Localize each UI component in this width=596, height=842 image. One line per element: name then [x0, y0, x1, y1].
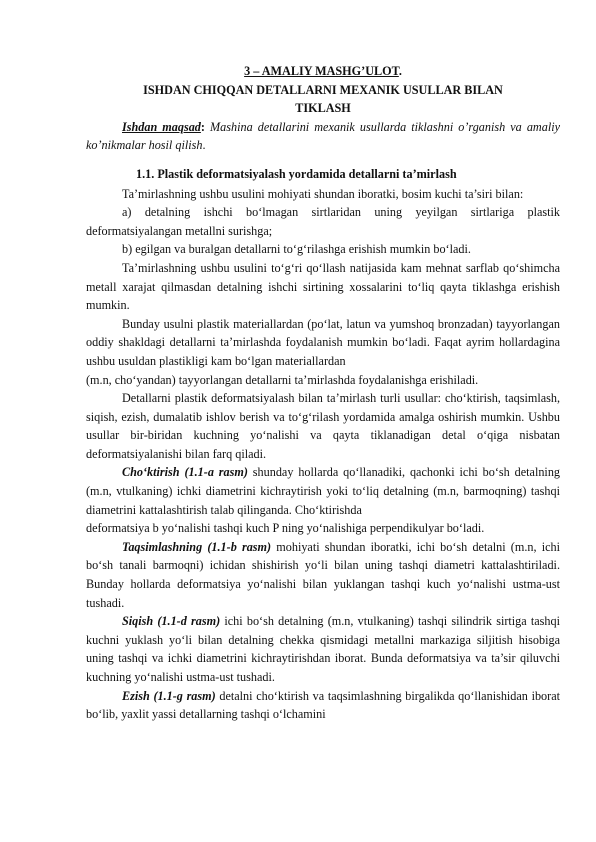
lab-title-line — [86, 62, 560, 81]
document-page — [86, 62, 560, 724]
paragraph-8 — [86, 538, 560, 612]
paragraph-1: Ta’mirlashning ushbu usulini mohiyati shundan iboratki, bosim kuchi ta’siri bilan: — [122, 186, 524, 201]
paragraph-9 — [86, 612, 560, 686]
paragraph-10-text: detalni cho‘ktirish va taqsimlashning birgalikda qo‘llanishidan iborat bo‘lib, yaxlit yassi detallarning tashqi o‘lchamini — [86, 688, 560, 722]
term-ezish: Ezish (1.1-g rasm) — [122, 688, 216, 703]
lab-title-period: . — [398, 64, 402, 78]
paragraph-6: Detallarni plastik deformatsiyalash bilan ta’mirlash turli usullar: cho‘ktirish, taqsimlash, siqish, ezish, dumalatib ishlov berish va to‘g‘rilash yordamida amalga oshirish mumkin. Ushbu usullar bir-biridan kuchning yo‘nalishi va qayta tiklanadigan detal o‘qiga nisbatan deformatsiyalanishi bilan farq qiladi. — [86, 391, 560, 461]
paragraph-7 — [86, 463, 560, 519]
paragraph-5b: (m.n, cho‘yandan) tayyorlangan detallarni ta’mirlashda foydalanishga erishiladi. — [86, 372, 479, 387]
term-taqsimlash: Taqsimlashning (1.1-b rasm) — [122, 539, 272, 554]
paragraph-9-text: ichi bo‘sh detalning (m.n, vtulkaning) tashqi silindrik sirtiga tashqi kuchni yuklash yo‘li bilan detalning chekka qismidagi metallni markaziga siljitish hisobiga uning tashqi va ichki diametrini kichraytirishdan iborat. Bunda deformatsiya va ta’sir qiluvchi kuchning yo‘nalishi ustma-ust tushadi. — [86, 614, 560, 684]
paragraph-10 — [86, 687, 560, 724]
main-title-line1: ISHDAN CHIQQAN DETALLARNI MEXANIK USULLAR BILAN — [143, 82, 503, 97]
objective-colon: : — [200, 119, 205, 134]
objective — [86, 118, 560, 155]
objective-end: . — [202, 138, 206, 153]
paragraph-7b: deformatsiya b yo‘nalishi tashqi kuch P ning yo‘nalishiga perpendikulyar bo‘ladi. — [86, 521, 485, 536]
paragraph-8-text: mohiyati shundan iboratki, ichi bo‘sh detalni (m.n, ichi bo‘sh tanali barmoqni) ichidan shishirish yo‘li bilan uning tashqi diametri kattalashtiriladi. Bunday hollarda deformatsiya yo‘nalishi bilan yuklangan tashqi kuch yo‘nalishi ustma-ust tushadi. — [86, 539, 560, 610]
paragraph-3: b) egilgan va buralgan detallarni to‘g‘rilashga erishish mumkin bo‘ladi. — [122, 242, 471, 257]
main-title — [86, 81, 560, 118]
paragraph-5a: Bunday usulni plastik materiallardan (po‘lat, latun va yumshoq bronzadan) tayyorlangan oddiy shakldagi detallarni ta’mirlashda foydalanish mumkin bo‘ladi. Faqat ayrim hollardagina ushbu usuldan plastikligi kam bo‘lgan materiallardan — [86, 316, 560, 368]
paragraph-4: Ta’mirlashning ushbu usulini to‘g‘ri qo‘llash natijasida kam mehnat sarflab qo‘shimcha metall xarajat qilmasdan detalning ishchi sirtining xossalarini to‘liq qayta tiklashga erishish mumkin. — [86, 260, 560, 313]
section-heading: 1.1. Plastik deformatsiyalash yordamida detallarni ta’mirlash — [136, 166, 457, 181]
term-siqish: Siqish (1.1-d rasm) — [122, 614, 221, 629]
lab-title: 3 – AMALIY MASHG’ULOT — [244, 64, 399, 78]
term-choktirish: Cho‘ktirish (1.1-a rasm) — [122, 465, 248, 480]
objective-text: Mashina detallarini mexanik usullarda tiklashni o’rganish va amaliy ko’nikmalar hosil qilish — [86, 119, 561, 153]
paragraph-7-text: shunday hollarda qo‘llanadiki, qachonki ichi bo‘sh detalning (m.n, vtulkaning) ichki diametrini kichraytirish yoki to‘liq detalning (m.n, barmoqning) tashqi diametrini kattalashtirish talab qilinganda. Cho‘ktirishda — [86, 465, 561, 517]
paragraph-2: a) detalning ishchi bo‘lmagan sirtlaridan uning yeyilgan sirtlariga plastik deformatsiyalangan metallni surishga; — [86, 205, 560, 238]
objective-label: Ishdan maqsad — [122, 119, 201, 134]
main-title-line2: TIKLASH — [295, 101, 351, 116]
